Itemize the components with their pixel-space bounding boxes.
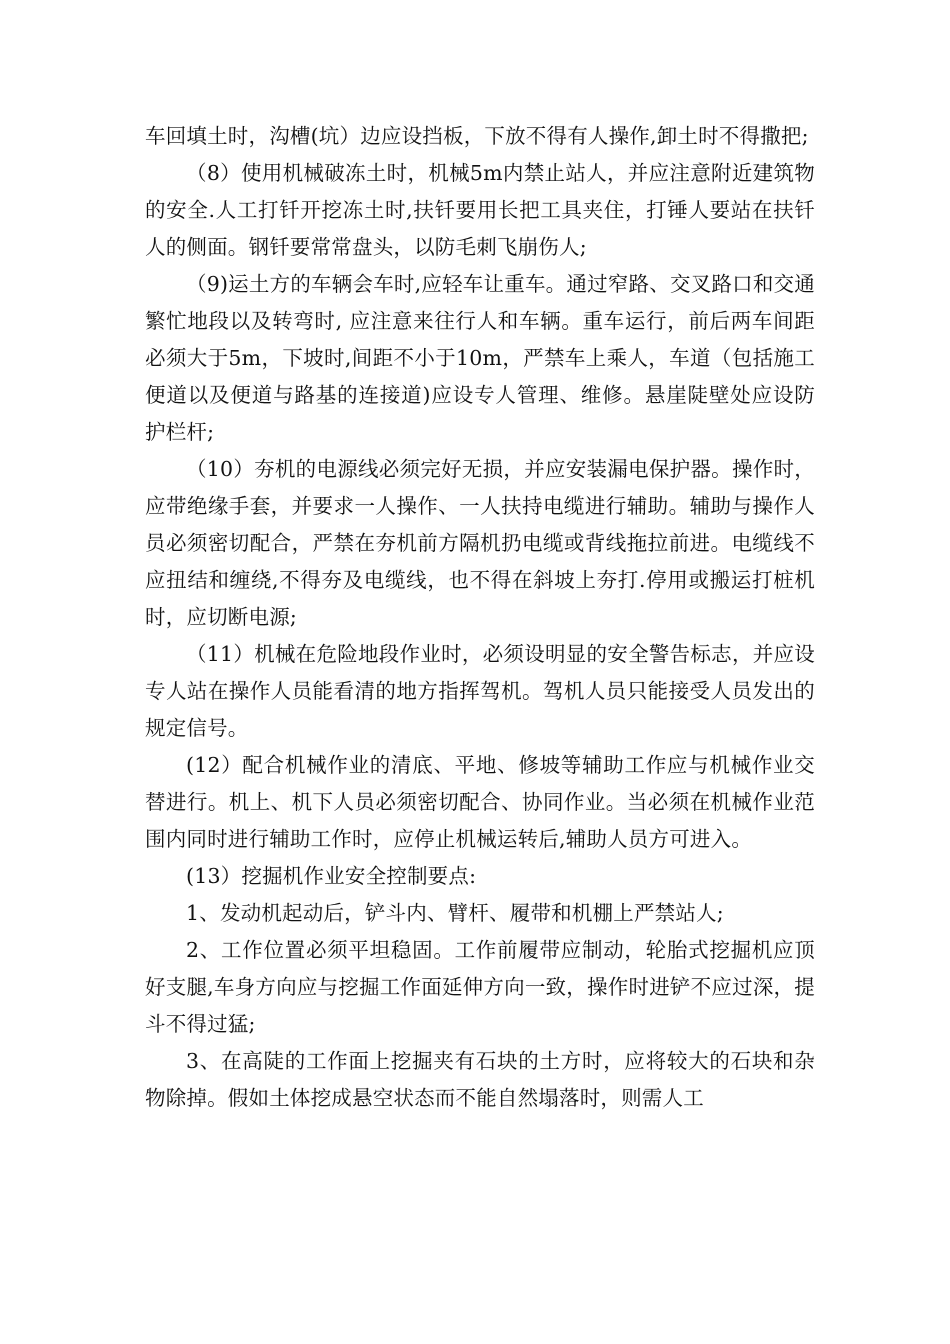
paragraph-1: 车回填土时，沟槽(坑）边应设挡板，下放不得有人操作,卸土时不得撒把; <box>145 124 809 148</box>
paragraph-4: （10）夯机的电源线必须完好无损，并应安装漏电保护器。操作时，应带绝缘手套，并要求一人操作、一人扶持电缆进行辅助。辅助与操作人员必须密切配合，严禁在夯机前方隔机扔电缆或背线拖拉前进。电缆线不应扭结和缠绕,不得夯及电缆线，也不得在斜坡上夯打.停用或搬运打桩机时，应切断电源; <box>145 457 815 629</box>
paragraph-5: （11）机械在危险地段作业时，必须设明显的安全警告标志，并应设专人站在操作人员能看清的地方指挥驾机。驾机人员只能接受人员发出的规定信号。 <box>145 642 815 740</box>
paragraph-10: 3、在高陡的工作面上挖掘夹有石块的土方时，应将较大的石块和杂物除掉。假如土体挖成悬空状态而不能自然塌落时，则需人工 <box>145 1049 815 1110</box>
document-page <box>145 118 815 1117</box>
paragraph-7: (13）挖掘机作业安全控制要点: <box>186 864 477 888</box>
paragraph-3: （9)运土方的车辆会车时,应轻车让重车。通过窄路、交叉路口和交通繁忙地段以及转弯时, 应注意来往行人和车辆。重车运行，前后两车间距必须大于5m，下坡时,间距不小于10m，严禁车上乘人，车道（包括施工便道以及便道与路基的连接道)应设专人管理、维修。悬崖陡壁处应设防护栏杆; <box>145 272 815 444</box>
paragraph-9: 2、工作位置必须平坦稳固。工作前履带应制动，轮胎式挖掘机应顶好支腿,车身方向应与挖掘工作面延伸方向一致，操作时进铲不应过深，提斗不得过猛; <box>145 938 815 1036</box>
paragraph-2: （8）使用机械破冻土时，机械5m内禁止站人，并应注意附近建筑物的安全.人工打钎开挖冻土时,扶钎要用长把工具夹住，打锤人要站在扶钎人的侧面。钢钎要常常盘头，以防毛刺飞崩伤人; <box>145 161 815 259</box>
paragraph-6: (12）配合机械作业的清底、平地、修坡等辅助工作应与机械作业交替进行。机上、机下人员必须密切配合、协同作业。当必须在机械作业范围内同时进行辅助工作时，应停止机械运转后,辅助人员方可进入。 <box>145 753 815 851</box>
paragraph-8: 1、发动机起动后，铲斗内、臂杆、履带和机棚上严禁站人; <box>186 901 724 925</box>
